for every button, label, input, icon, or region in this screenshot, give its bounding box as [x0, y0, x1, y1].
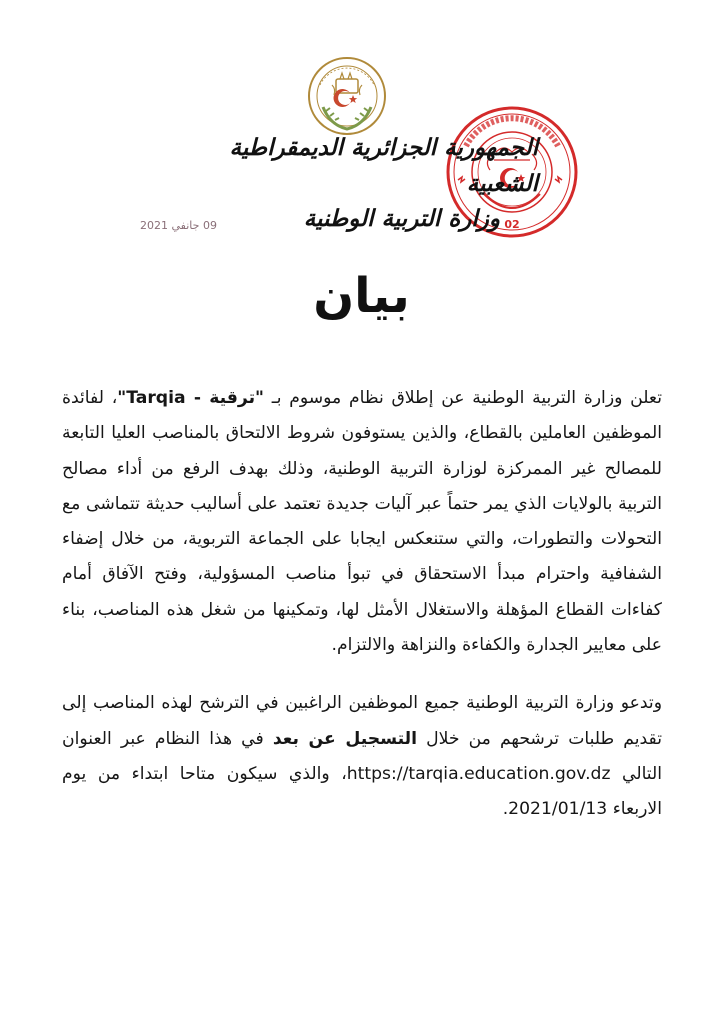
remote-registration-text: التسجيل عن بعد — [272, 728, 417, 749]
statement-body — [62, 381, 662, 828]
registration-url-link[interactable]: https://tarqia.education.gov.dz — [346, 763, 611, 784]
republic-name: الجمهورية الجزائرية الديمقراطية الشعبية — [229, 134, 538, 197]
paragraph-invitation: وتدعو وزارة التربية الوطنية جميع الموظفين الراغبين في الترشح لهذه المناصب إلى تقديم طلبات ترشحهم من خلال التسجيل عن بعد في هذا النظام عبر العنوان التالي https://tarqia.education.gov.dz، والذي سيكون متاحا ابتداء من يوم الاربعاء 2021/01/13. — [62, 693, 663, 820]
stamp-number: 02 — [504, 218, 520, 231]
issue-date: 09 جانفي 2021 — [140, 219, 217, 232]
opening-date: 2021/01/13 — [508, 799, 608, 820]
page-title: بيان — [313, 268, 410, 324]
program-name: "ترقية - Tarqia" — [117, 388, 264, 408]
ministry-name: وزارة التربية الوطنية — [303, 205, 500, 232]
algeria-seal-icon — [306, 55, 388, 137]
paragraph-announcement: تعلن وزارة التربية الوطنية عن إطلاق نظام موسوم بـ "ترقية - Tarqia"، لفائدة الموظفين العاملين بالقطاع، والذين يستوفون شروط الالتحاق بالمناصب العليا التابعة للمصالح غير الممركزة لوزارة التربية الوطنية، وذلك بهدف الرفع من أداء مصالح التربية بالولايات الذي يمر حتماً عبر آليات جديدة تعتمد على أساليب حديثة تتماشى مع التحولات والتطورات، والتي ستنعكس ايجابا على الجماعة التربوية، من خلال إضفاء الشفافية واحترام مبدأ الاستحقاق في تبوأ مناصب المسؤولية، وفتح الآفاق أمام كفاءات القطاع المؤهلة والاستغلال الأمثل لها، وتمكينها من شغل هذه المناصب، بناء على معايير الجدارة والكفاءة والنزاهة والالتزام. — [62, 388, 662, 656]
